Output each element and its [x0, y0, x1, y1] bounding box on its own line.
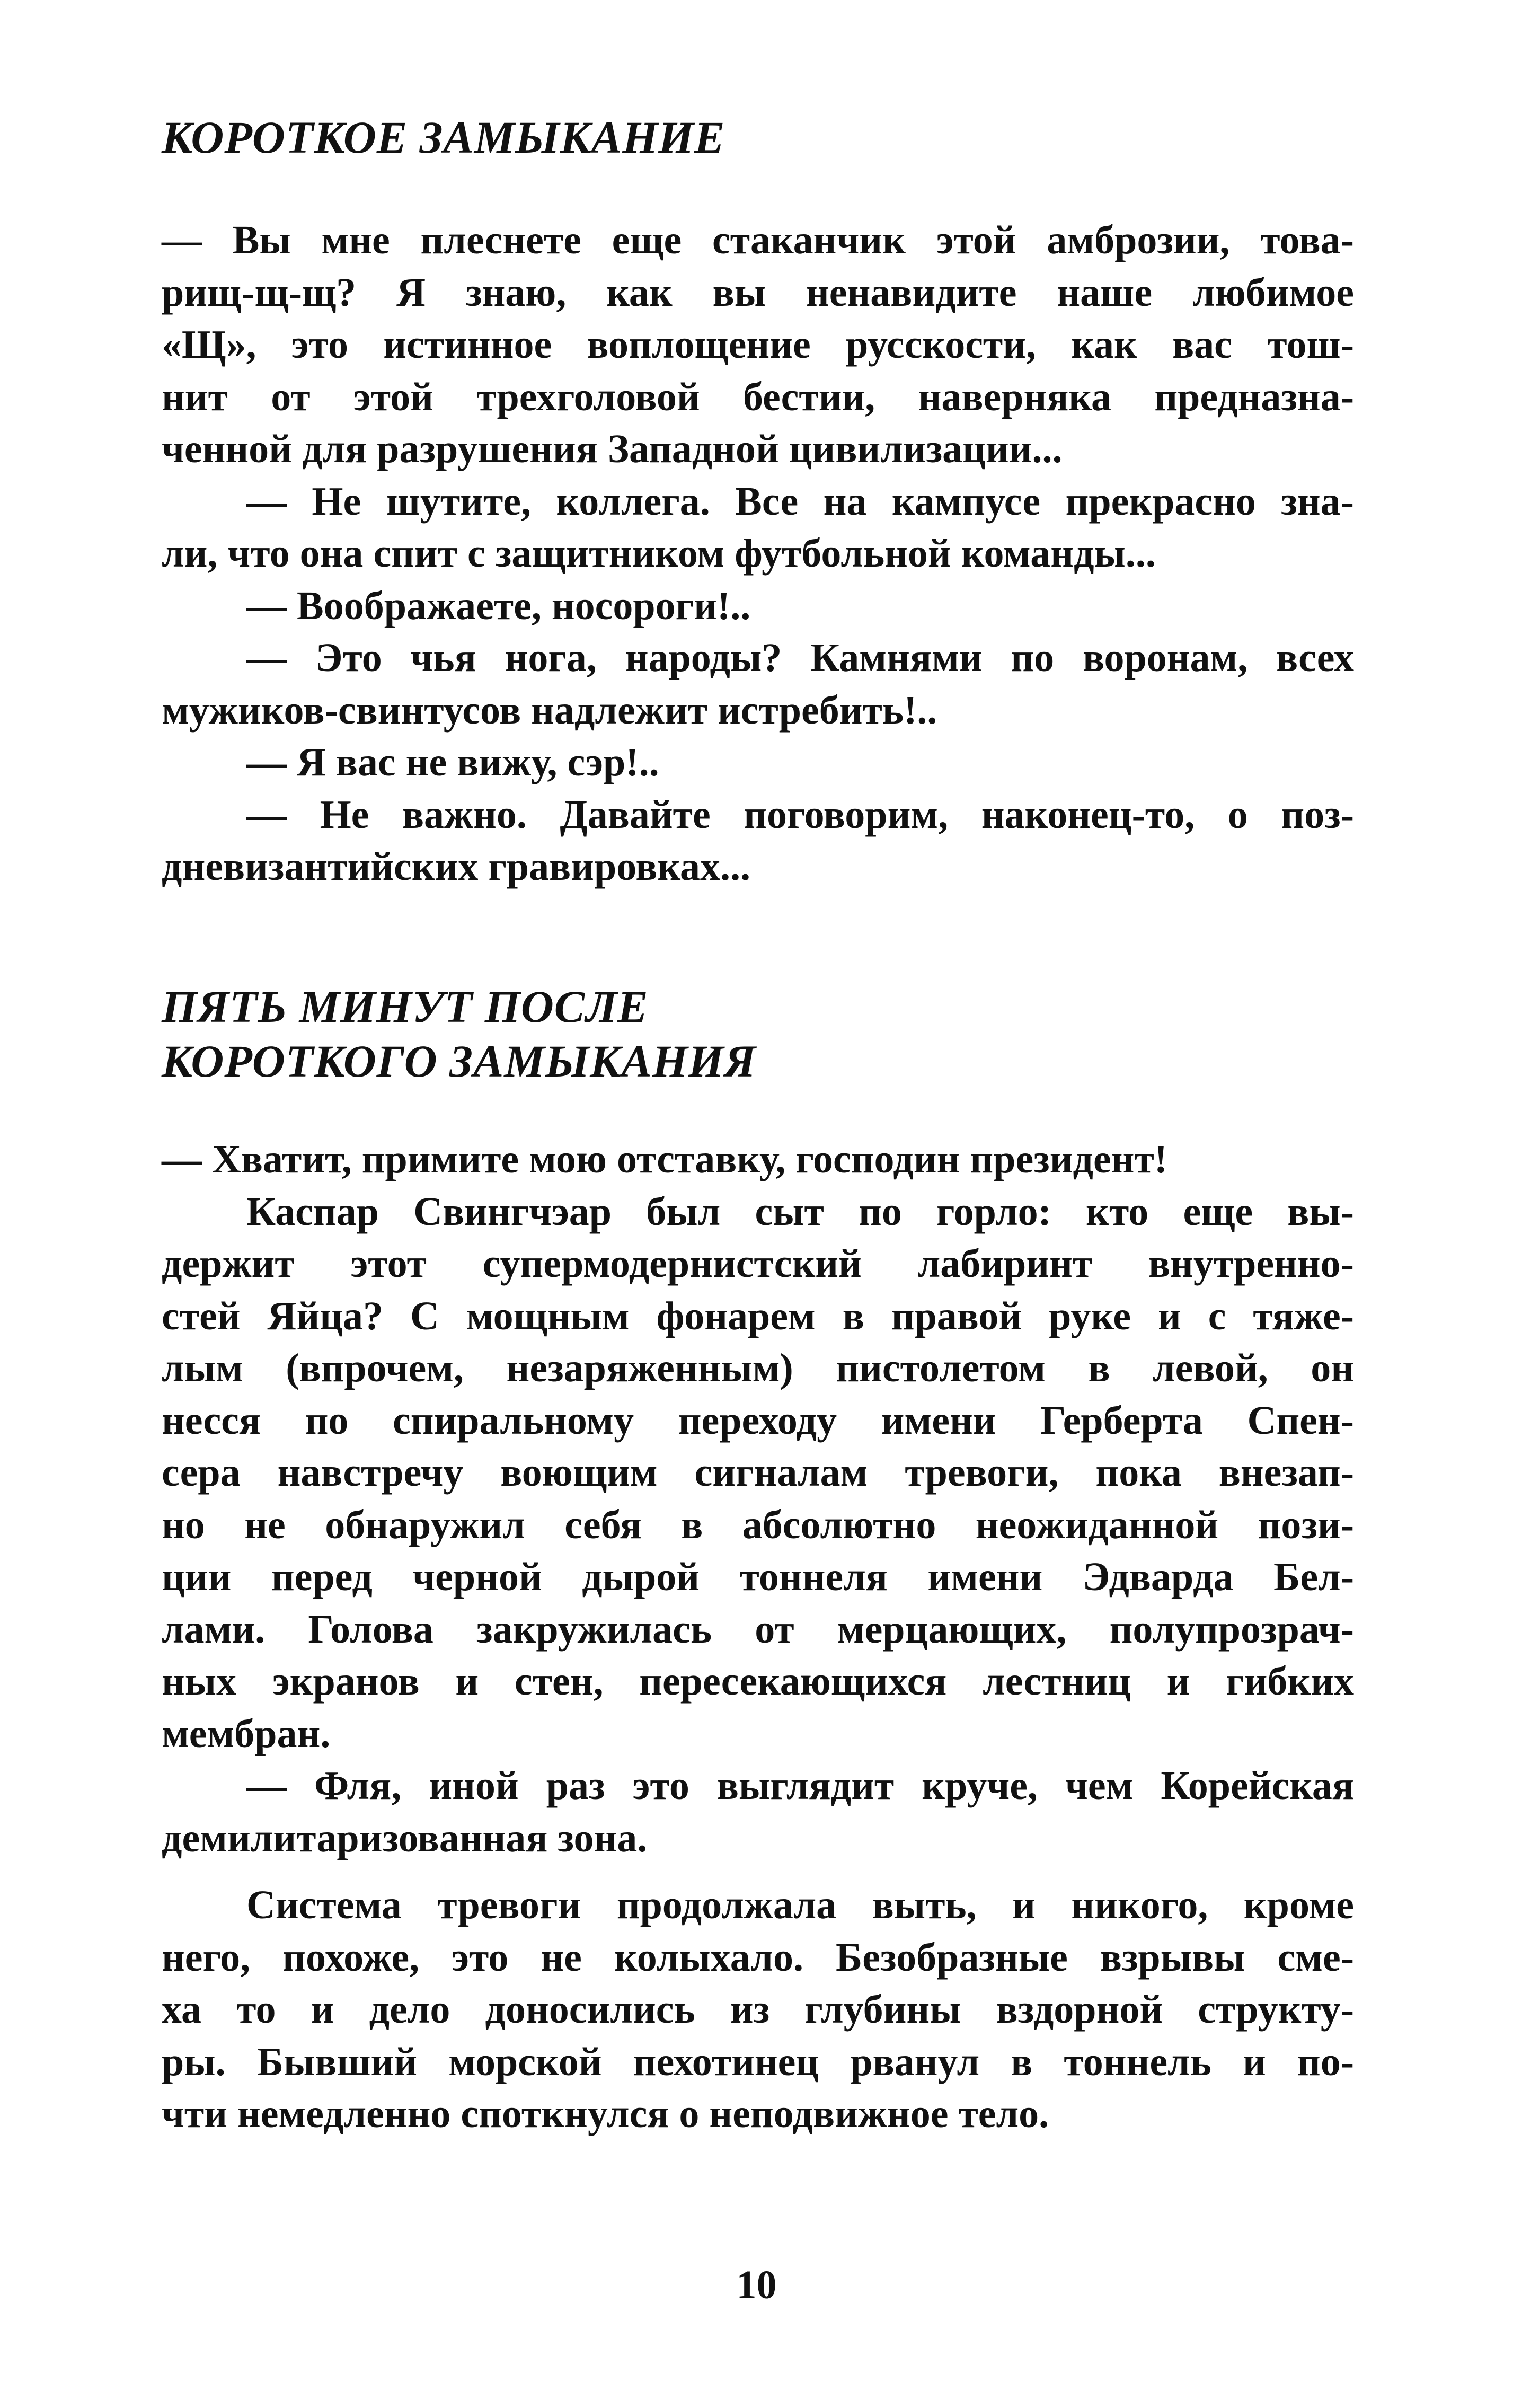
page-number: 10 [736, 2263, 777, 2307]
text-line: — Не важно. Давайте поговорим, наконец-то, о поз- [246, 792, 1354, 837]
text-line: ры. Бывший морской пехотинец рванул в тоннель и по- [162, 2039, 1354, 2084]
section-2-text [162, 1133, 1354, 2140]
text-line: сера навстречу воющим сигналам тревоги, пока внезап- [162, 1450, 1354, 1495]
section-1-text [162, 214, 1354, 893]
text-line: него, похоже, это не колыхало. Безобразные взрывы сме- [162, 1935, 1354, 1980]
section-1-title: КОРОТКОЕ ЗАМЫКАНИЕ [162, 112, 725, 163]
section-2-title-line-2: КОРОТКОГО ЗАМЫКАНИЯ [162, 1036, 756, 1087]
paragraph-gap [162, 1864, 1354, 1879]
text-line: ции перед черной дырой тоннеля имени Эдварда Бел- [162, 1555, 1354, 1599]
text-line: — Вы мне плеснете еще стаканчик этой амброзии, това- [162, 218, 1354, 262]
text-line: Система тревоги продолжала выть, и никого, кроме [246, 1883, 1354, 1927]
text-line: — Хватит, примите мою отставку, господин президент! [162, 1137, 1168, 1181]
text-line: держит этот супермодернистский лабиринт внутренно- [162, 1241, 1354, 1286]
text-line: — Воображаете, носороги!.. [246, 583, 751, 628]
text-line: — Я вас не вижу, сэр!.. [246, 740, 659, 784]
text-line: но не обнаружил себя в абсолютно неожиданной пози- [162, 1502, 1354, 1547]
text-line: демилитаризованная зона. [162, 1815, 648, 1860]
text-line: мембран. [162, 1711, 331, 1756]
text-line: — Не шутите, коллега. Все на кампусе прекрасно зна- [246, 479, 1354, 524]
text-line: Каспар Свингчэар был сыт по горло: кто еще вы- [246, 1189, 1354, 1234]
text-line: ченной для разрушения Западной цивилизации... [162, 427, 1063, 471]
text-line: — Это чья нога, народы? Камнями по воронам, всех [246, 636, 1354, 680]
text-line: мужиков-свинтусов надлежит истребить!.. [162, 687, 937, 733]
text-line: рищ-щ-щ? Я знаю, как вы ненавидите наше любимое [162, 270, 1354, 315]
text-line: чти немедленно споткнулся о неподвижное тело. [162, 2092, 1049, 2136]
text-line: несся по спиральному переходу имени Герберта Спен- [162, 1398, 1354, 1443]
text-line: ных экранов и стен, пересекающихся лестниц и гибких [162, 1659, 1354, 1704]
text-line: ха то и дело доносились из глубины вздорной структу- [162, 1987, 1354, 2032]
text-line: «Щ», это истинное воплощение русскости, как вас тош- [162, 322, 1354, 367]
section-2-title [162, 980, 1354, 1089]
text-line: нит от этой трехголовой бестии, наверняка предназна- [162, 374, 1354, 419]
section-2-title-line-1: ПЯТЬ МИНУТ ПОСЛЕ [162, 981, 649, 1032]
text-line: стей Яйца? С мощным фонарем в правой руке и с тяже- [162, 1293, 1354, 1338]
text-line: лами. Голова закружилась от мерцающих, полупрозрач- [162, 1607, 1354, 1652]
text-line: дневизантийских гравировках... [162, 844, 751, 889]
text-line: — Фля, иной раз это выглядит круче, чем Корейская [246, 1763, 1354, 1808]
text-line: ли, что она спит с защитником футбольной команды... [162, 531, 1156, 576]
text-line: лым (впрочем, незаряженным) пистолетом в левой, он [162, 1346, 1354, 1390]
